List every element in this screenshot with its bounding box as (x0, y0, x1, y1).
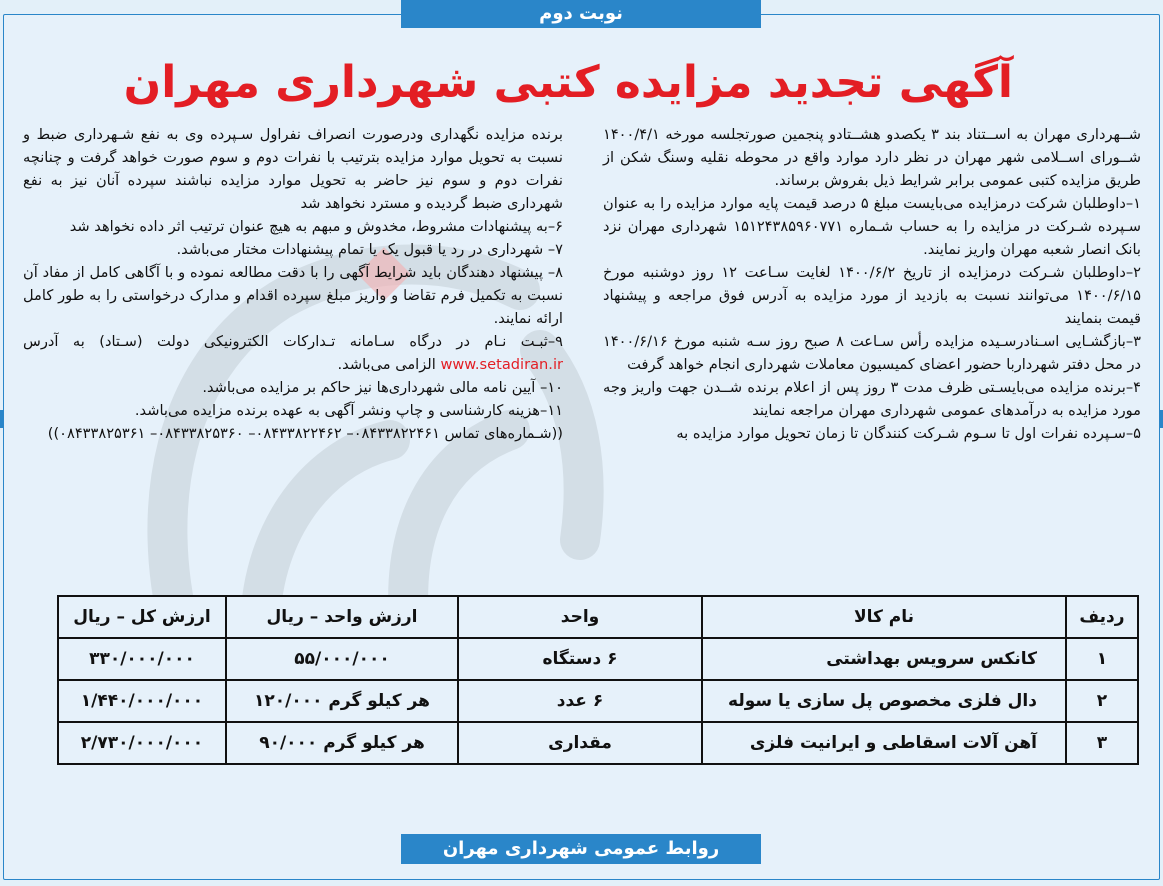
header-total-value: ارزش کل – ریال (58, 596, 226, 638)
term-9-end: الزامی می‌باشد. (337, 356, 436, 373)
term-5-continued: برنده مزایده نگهداری ودرصورت انصراف نفراول سـپرده وی به نفع شـهرداری ضبط و نسبت به تحویل موارد مزایده بترتیب با نفرات دوم و سوم صورت خواهد گرفت و چنانچه نفرات دوم و سوم نیز حاضر به تحویل موارد مزایده نباشند سپرده آنان نیز به نفع شهرداری ضبط گردیده و مسترد نخواهد شد (23, 126, 563, 212)
cell-unit: ۶ دستگاه (458, 638, 702, 680)
cell-unit-value: ۵۵/۰۰۰/۰۰۰ (226, 638, 458, 680)
term-11: ۱۱–هزینه کارشناسی و چاپ ونشر آگهی به عهده برنده مزایده می‌باشد. (134, 402, 563, 419)
term-7: ۷– شهرداری در رد یا قبول یک یا تمام پیشنهادات مختار می‌باشد. (176, 241, 563, 258)
table-header-row (58, 596, 1138, 638)
cell-unit: مقداری (458, 722, 702, 764)
bottom-banner: روابط عمومی شهرداری مهران (401, 834, 761, 864)
terms-column-right (603, 123, 1141, 445)
table-row (58, 722, 1138, 764)
table-row (58, 638, 1138, 680)
term-10: ۱۰– آیین نامه مالی شهرداری‌ها نیز حاکم بر مزایده می‌باشد. (202, 379, 563, 396)
contact-numbers: ((شـماره‌های تماس ۰۸۴۳۳۸۲۲۴۶۱– ۰۸۴۳۳۸۲۲۴۶۲– ۰۸۴۳۳۸۲۵۳۶۰– ۰۸۴۳۳۸۲۵۳۶۱)) (47, 425, 563, 442)
cell-item-name: کانکس سرویس بهداشتی (702, 638, 1066, 680)
term-6: ۶–به پیشنهادات مشروط، مخدوش و مبهم به هیچ عنوان ترتیب اثر داده نخواهد شد (69, 218, 563, 235)
cell-unit: ۶ عدد (458, 680, 702, 722)
term-9 (23, 330, 563, 376)
intro-paragraph: شــهرداری مهران به اســتناد بند ۳ یکصدو هشــتادو پنجمین صورتجلسه مورخه ۱۴۰۰/۴/۱ شــورای اســلامی شهر مهران در نظر دارد موارد واقع در محوطه نقلیه وسنگ شکن از طریق مزایده کتبی عمومی برابر شرایط ذیل بفروش برساند. (603, 126, 1141, 189)
cell-unit-value: هر کیلو گرم ۱۲۰/۰۰۰ (226, 680, 458, 722)
table-row (58, 680, 1138, 722)
terms-column-left (23, 123, 563, 445)
header-unit-value: ارزش واحد – ریال (226, 596, 458, 638)
cell-item-name: آهن آلات اسقاطی و ایرانیت فلزی (702, 722, 1066, 764)
setadiran-link[interactable]: www.setadiran.ir (440, 356, 563, 373)
cell-row-number: ۳ (1066, 722, 1138, 764)
cell-total-value: ۱/۴۴۰/۰۰۰/۰۰۰ (58, 680, 226, 722)
top-banner: نوبت دوم (401, 0, 761, 28)
page-title: آگهی تجدید مزایده کتبی شهرداری مهران (123, 57, 1013, 108)
term-4: ۴–برنده مزایده می‌بایسـتی ظرف مدت ۳ روز پس از اعلام برنده شــدن جهت واریز وجه مورد مزایده به درآمدهای عمومی شهرداری مهران مراجعه نمایند (603, 379, 1141, 419)
edge-mark-right (1159, 410, 1163, 428)
cell-unit-value: هر کیلو گرم ۹۰/۰۰۰ (226, 722, 458, 764)
cell-item-name: دال فلزی مخصوص پل سازی یا سوله (702, 680, 1066, 722)
cell-row-number: ۲ (1066, 680, 1138, 722)
cell-total-value: ۳۳۰/۰۰۰/۰۰۰ (58, 638, 226, 680)
term-5: ۵–سـپرده نفرات اول تا سـوم شـرکت کنندگان تا زمان تحویل موارد مزایده به (676, 425, 1141, 442)
term-3: ۳–بازگشـایی اسـنادرسـیده مزایده رأس سـاعت ۸ صبح روز سـه شنبه مورخ ۱۴۰۰/۶/۱۶ در محل دفتر شهرداربا حضور اعضای کمیسیون معاملات شهرداری انجام خواهد گرفت (603, 333, 1141, 373)
items-table (57, 595, 1139, 765)
header-unit: واحد (458, 596, 702, 638)
cell-row-number: ۱ (1066, 638, 1138, 680)
header-row-number: ردیف (1066, 596, 1138, 638)
term-9-text: ۹–ثبـت نـام در درگاه سـامانه تـدارکات الکترونیکی دولت (سـتاد) به آدرس (23, 333, 563, 350)
term-1: ۱–داوطلبان شرکت درمزایده می‌بایست مبلغ ۵ درصد قیمت پایه موارد مزایده را به عنوان سـپرده شـرکت در مزایده را به حساب شـماره ۱۵۱۲۴۳۸۵۹۶۰۷۷۱ شهرداری مهران نزد بانک انصار شعبه مهران واریز نمایند. (603, 195, 1141, 258)
header-item-name: نام کالا (702, 596, 1066, 638)
cell-total-value: ۲/۷۳۰/۰۰۰/۰۰۰ (58, 722, 226, 764)
edge-mark-left (0, 410, 4, 428)
term-2: ۲–داوطلبان شـرکت درمزایده از تاریخ ۱۴۰۰/۶/۲ لغایت سـاعت ۱۲ روز دوشنبه مورخ ۱۴۰۰/۶/۱۵ می‌توانند نسبت به بازدید از مورد مزایده به آدرس فوق مراجعه و پیشنهاد قیمت بنمایند (603, 264, 1141, 327)
term-8: ۸– پیشنهاد دهندگان باید شرایط آگهی را با دقت مطالعه نموده و با آگاهی کامل از مفاد آن نسبت به تکمیل فرم تقاضا و واریز مبلغ سپرده اقدام و مدارک درخواستی را به طور کامل ارائه نمایند. (23, 264, 563, 327)
